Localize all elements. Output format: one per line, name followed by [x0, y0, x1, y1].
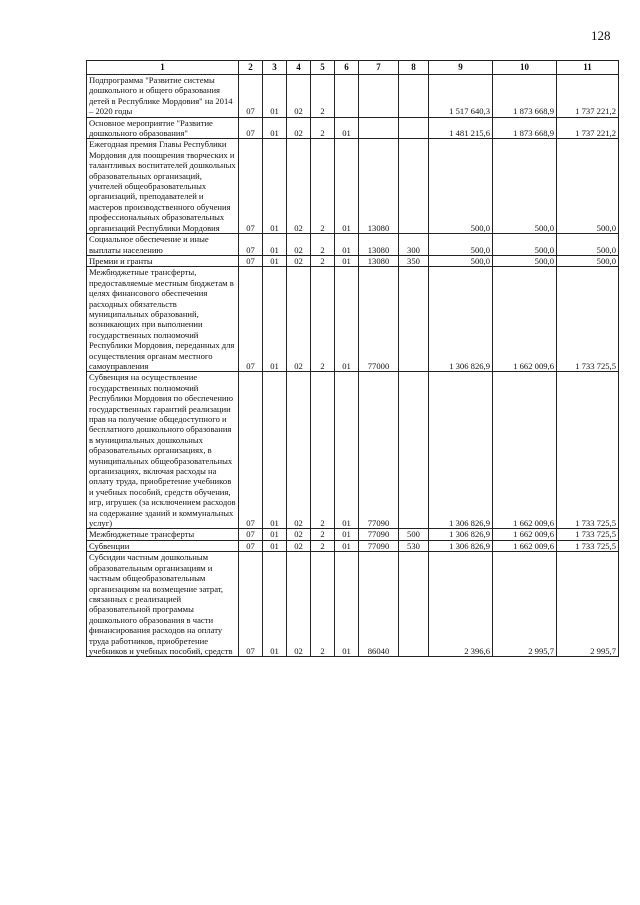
- code-cell: 02: [287, 372, 311, 529]
- code-cell: 300: [399, 234, 429, 256]
- code-cell: 07: [239, 117, 263, 139]
- column-header: 6: [335, 61, 359, 75]
- table-row: [87, 117, 619, 139]
- table-row: [87, 372, 619, 529]
- table-row: [87, 255, 619, 266]
- table-row: [87, 234, 619, 256]
- code-cell: [399, 75, 429, 118]
- amount-cell: 1 481 215,6: [429, 117, 493, 139]
- code-cell: 01: [335, 139, 359, 234]
- code-cell: 02: [287, 234, 311, 256]
- row-name: Межбюджетные трансферты, предоставляемые местным бюджетам в целях финансового обеспечения расходных обязательств муниципальных образований, возникающих при выполнении государственных полномочий Республики Мордовия, переданных для осуществления органам местного самоуправления: [87, 267, 239, 372]
- code-cell: [399, 117, 429, 139]
- amount-cell: 1 873 668,9: [493, 117, 557, 139]
- code-cell: 13080: [359, 234, 399, 256]
- amount-cell: 1 662 009,6: [493, 267, 557, 372]
- column-header: 3: [263, 61, 287, 75]
- code-cell: 01: [335, 372, 359, 529]
- code-cell: 2: [311, 139, 335, 234]
- amount-cell: 1 306 826,9: [429, 267, 493, 372]
- amount-cell: 2 396,6: [429, 552, 493, 657]
- amount-cell: 1 306 826,9: [429, 529, 493, 540]
- amount-cell: 1 737 221,2: [557, 117, 619, 139]
- column-header: 10: [493, 61, 557, 75]
- code-cell: [399, 372, 429, 529]
- code-cell: 02: [287, 117, 311, 139]
- code-cell: 01: [335, 540, 359, 551]
- code-cell: 2: [311, 234, 335, 256]
- amount-cell: 1 733 725,5: [557, 372, 619, 529]
- code-cell: 01: [263, 267, 287, 372]
- amount-cell: 1 873 668,9: [493, 75, 557, 118]
- budget-table: [86, 60, 619, 657]
- code-cell: 01: [335, 552, 359, 657]
- amount-cell: 1 662 009,6: [493, 372, 557, 529]
- code-cell: 07: [239, 540, 263, 551]
- code-cell: 2: [311, 552, 335, 657]
- code-cell: [399, 139, 429, 234]
- table-row: [87, 75, 619, 118]
- code-cell: 2: [311, 75, 335, 118]
- amount-cell: 500,0: [429, 234, 493, 256]
- code-cell: 13080: [359, 139, 399, 234]
- row-name: Субвенции: [87, 540, 239, 551]
- code-cell: [399, 267, 429, 372]
- code-cell: 2: [311, 267, 335, 372]
- code-cell: [335, 75, 359, 118]
- row-name: Социальное обеспечение и иные выплаты населению: [87, 234, 239, 256]
- code-cell: 01: [263, 529, 287, 540]
- code-cell: 02: [287, 529, 311, 540]
- code-cell: 77090: [359, 540, 399, 551]
- amount-cell: 1 306 826,9: [429, 540, 493, 551]
- amount-cell: 500,0: [493, 139, 557, 234]
- code-cell: 2: [311, 255, 335, 266]
- column-header: 9: [429, 61, 493, 75]
- amount-cell: 500,0: [429, 139, 493, 234]
- code-cell: 01: [263, 540, 287, 551]
- table-row: [87, 529, 619, 540]
- code-cell: 02: [287, 267, 311, 372]
- code-cell: [359, 75, 399, 118]
- code-cell: 2: [311, 117, 335, 139]
- row-name: Субсидии частным дошкольным образовательным организациям и частным общеобразовательным организациям на возмещение затрат, связанных с реализацией образовательной программы дошкольного образования в части финансирования расходов на оплату труда работников, приобретение учебников и учебных пособий, средств: [87, 552, 239, 657]
- code-cell: 02: [287, 75, 311, 118]
- header-row: [87, 61, 619, 75]
- column-header: 7: [359, 61, 399, 75]
- code-cell: 01: [335, 529, 359, 540]
- code-cell: 07: [239, 552, 263, 657]
- amount-cell: 1 733 725,5: [557, 540, 619, 551]
- code-cell: 13080: [359, 255, 399, 266]
- amount-cell: 1 662 009,6: [493, 540, 557, 551]
- table-row: [87, 139, 619, 234]
- table-row: [87, 552, 619, 657]
- code-cell: 01: [335, 234, 359, 256]
- code-cell: 01: [335, 117, 359, 139]
- table-row: [87, 267, 619, 372]
- row-name: Ежегодная премия Главы Республики Мордовия для поощрения творческих и талантливых воспитателей дошкольных образовательных организаций, учителей общеобразовательных организаций, преподавателей и мастеров производственного обучения профессиональных образовательных организаций Республики Мордовия: [87, 139, 239, 234]
- code-cell: 77090: [359, 529, 399, 540]
- code-cell: 01: [263, 372, 287, 529]
- code-cell: 500: [399, 529, 429, 540]
- code-cell: 07: [239, 372, 263, 529]
- code-cell: 01: [263, 117, 287, 139]
- amount-cell: 500,0: [493, 255, 557, 266]
- code-cell: 02: [287, 139, 311, 234]
- code-cell: 01: [263, 552, 287, 657]
- code-cell: 07: [239, 139, 263, 234]
- amount-cell: 500,0: [429, 255, 493, 266]
- page-number: 128: [591, 28, 611, 43]
- table-row: [87, 540, 619, 551]
- code-cell: 2: [311, 540, 335, 551]
- amount-cell: 2 995,7: [557, 552, 619, 657]
- code-cell: 01: [263, 75, 287, 118]
- amount-cell: 500,0: [557, 255, 619, 266]
- amount-cell: 500,0: [557, 234, 619, 256]
- amount-cell: 500,0: [493, 234, 557, 256]
- code-cell: 2: [311, 529, 335, 540]
- code-cell: 02: [287, 552, 311, 657]
- code-cell: 02: [287, 255, 311, 266]
- code-cell: 01: [263, 139, 287, 234]
- row-name: Субвенция на осуществление государственных полномочий Республики Мордовия по обеспечению государственных гарантий реализации прав на получение общедоступного и бесплатного дошкольного образования в муниципальных дошкольных образовательных организациях, в муниципальных общеобразовательных организациях, включая расходы на оплату труда, приобретение учебников и учебных пособий, средств обучения, игр, игрушек (за исключением расходов на содержание зданий и коммунальных услуг): [87, 372, 239, 529]
- row-name: Подпрограмма "Развитие системы дошкольного и общего образования детей в Республике Мордовия" на 2014 – 2020 годы: [87, 75, 239, 118]
- code-cell: 01: [335, 267, 359, 372]
- amount-cell: 2 995,7: [493, 552, 557, 657]
- column-header: 5: [311, 61, 335, 75]
- row-name: Основное мероприятие "Развитие дошкольного образования": [87, 117, 239, 139]
- column-header: 8: [399, 61, 429, 75]
- row-name: Премии и гранты: [87, 255, 239, 266]
- code-cell: 86040: [359, 552, 399, 657]
- code-cell: 02: [287, 540, 311, 551]
- row-name: Межбюджетные трансферты: [87, 529, 239, 540]
- column-header: 4: [287, 61, 311, 75]
- amount-cell: 1 662 009,6: [493, 529, 557, 540]
- code-cell: 07: [239, 75, 263, 118]
- amount-cell: 1 517 640,3: [429, 75, 493, 118]
- column-header: 11: [557, 61, 619, 75]
- code-cell: 530: [399, 540, 429, 551]
- column-header: 2: [239, 61, 263, 75]
- code-cell: 07: [239, 529, 263, 540]
- code-cell: 77000: [359, 267, 399, 372]
- column-header: 1: [87, 61, 239, 75]
- amount-cell: 1 306 826,9: [429, 372, 493, 529]
- code-cell: 2: [311, 372, 335, 529]
- code-cell: 07: [239, 267, 263, 372]
- code-cell: 77090: [359, 372, 399, 529]
- code-cell: 01: [335, 255, 359, 266]
- code-cell: 07: [239, 255, 263, 266]
- code-cell: 01: [263, 234, 287, 256]
- code-cell: 07: [239, 234, 263, 256]
- code-cell: [359, 117, 399, 139]
- amount-cell: 1 733 725,5: [557, 267, 619, 372]
- code-cell: 01: [263, 255, 287, 266]
- amount-cell: 500,0: [557, 139, 619, 234]
- code-cell: 350: [399, 255, 429, 266]
- amount-cell: 1 737 221,2: [557, 75, 619, 118]
- amount-cell: 1 733 725,5: [557, 529, 619, 540]
- code-cell: [399, 552, 429, 657]
